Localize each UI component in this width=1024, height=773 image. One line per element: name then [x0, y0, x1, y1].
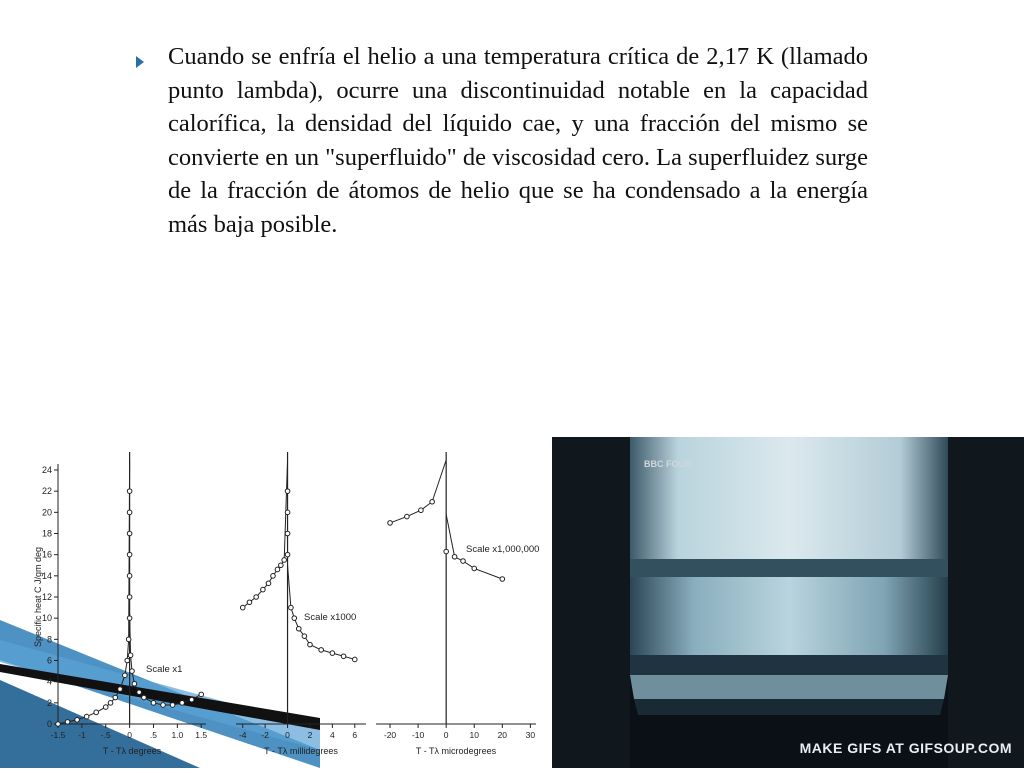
watermark-caption: MAKE GIFS AT GIFSOUP.COM: [799, 740, 1012, 756]
data-point: [352, 657, 357, 662]
y-tick-label: 18: [41, 528, 52, 539]
x-axis-label: T - Tλ degrees: [102, 746, 162, 756]
data-point: [302, 634, 307, 639]
curve-left: [390, 460, 446, 523]
data-point: [266, 581, 271, 586]
y-axis-label: Specific heat C J/gm deg: [33, 546, 43, 648]
data-point: [127, 574, 132, 579]
data-point: [94, 710, 99, 715]
data-point: [126, 637, 131, 642]
y-tick-label: 12: [41, 592, 52, 602]
helium-container-photo: [552, 437, 1024, 768]
x-tick-label: .5: [149, 730, 158, 740]
data-point: [330, 651, 335, 656]
data-point: [388, 521, 393, 526]
data-point: [108, 701, 113, 706]
y-tick-label: 24: [41, 465, 52, 475]
data-point: [127, 552, 132, 557]
scale-annotation: Scale x1000: [304, 612, 357, 623]
y-tick-label: 2: [46, 697, 52, 708]
data-point: [296, 626, 301, 631]
y-tick-label: 4: [46, 676, 52, 687]
y-tick-label: 6: [46, 655, 52, 666]
data-point: [319, 648, 324, 653]
data-point: [247, 600, 252, 605]
triangle-bullet-icon: [136, 56, 144, 68]
x-tick-label: -1.5: [50, 730, 66, 740]
x-tick-label: -4: [238, 730, 247, 740]
y-tick-label: 8: [46, 634, 52, 645]
x-axis-label: T - Tλ microdegrees: [415, 746, 497, 756]
curve-left: [58, 460, 130, 724]
x-tick-label: 2: [307, 730, 313, 740]
data-point: [254, 595, 259, 600]
data-point: [118, 687, 123, 692]
data-point: [84, 714, 89, 719]
y-tick-label: 16: [41, 549, 52, 560]
data-point: [444, 549, 449, 554]
data-point: [137, 690, 142, 695]
data-point: [430, 499, 435, 504]
data-point: [65, 720, 70, 725]
data-point: [127, 510, 132, 515]
x-tick-label: 4: [330, 730, 335, 740]
x-tick-label: -.5: [100, 730, 111, 740]
data-point: [500, 577, 505, 582]
y-tick-label: 10: [41, 613, 52, 624]
data-point: [199, 692, 204, 697]
data-point: [125, 658, 130, 663]
data-point: [127, 595, 132, 600]
data-point: [170, 703, 175, 708]
y-tick-label: 22: [41, 486, 52, 497]
data-point: [56, 722, 61, 727]
bullet-text: Cuando se enfría el helio a una temperatura crítica de 2,17 K (llamado punto lambda), ocurre una discontinuidad notable en la capacidad calorífica, la densidad del líquido cae, y una fracción del mismo se convierte en un "superfluido" de viscosidad cero. La superfluidez surge de la fracción de átomos de helio que se ha condensado a la energía más baja posible.: [168, 43, 868, 238]
y-tick-label: 20: [41, 507, 52, 518]
x-tick-label: 0: [285, 730, 290, 740]
data-point: [285, 510, 290, 515]
data-point: [341, 654, 346, 659]
x-tick-label: 10: [469, 730, 479, 740]
curve-left: [243, 460, 288, 608]
data-point: [75, 717, 80, 722]
data-point: [282, 558, 287, 563]
data-point: [279, 563, 284, 568]
x-tick-label: -10: [411, 730, 425, 740]
data-point: [113, 695, 118, 700]
x-tick-label: 1.0: [171, 730, 184, 740]
data-point: [289, 605, 294, 610]
x-tick-label: 6: [352, 730, 358, 740]
y-tick-label: 14: [41, 570, 52, 581]
data-point: [472, 566, 477, 571]
x-tick-label: 1.5: [195, 730, 208, 740]
data-point: [189, 697, 194, 702]
data-point: [142, 695, 147, 700]
data-point: [285, 489, 290, 494]
broadcaster-logo: BBC FOUR: [644, 459, 692, 469]
data-point: [127, 489, 132, 494]
data-point: [308, 642, 313, 647]
x-tick-label: -20: [383, 730, 397, 740]
data-point: [275, 567, 280, 572]
x-tick-label: 30: [525, 730, 536, 740]
x-tick-label: -1: [78, 730, 86, 740]
data-point: [180, 701, 185, 706]
specific-heat-chart: [33, 448, 556, 768]
bullet-paragraph: [136, 40, 868, 241]
x-tick-label: 0: [443, 730, 449, 740]
x-tick-label: -2: [261, 730, 269, 740]
x-tick-label: 0: [127, 730, 132, 740]
data-point: [419, 508, 424, 513]
data-point: [151, 701, 156, 706]
data-point: [271, 574, 276, 579]
superfluid-helium-video-still: [552, 437, 1024, 768]
data-point: [161, 703, 166, 708]
data-point: [127, 531, 132, 536]
data-point: [452, 554, 457, 559]
x-axis-label: T - Tλ millidegrees: [264, 746, 338, 756]
data-point: [127, 616, 132, 621]
data-point: [285, 531, 290, 536]
scale-annotation: Scale x1,000,000: [466, 544, 540, 555]
data-point: [128, 653, 133, 658]
data-point: [132, 681, 137, 686]
data-point: [240, 605, 245, 610]
data-point: [261, 587, 266, 592]
data-point: [285, 552, 290, 557]
data-point: [123, 673, 128, 678]
data-point: [103, 705, 108, 710]
data-point: [461, 559, 466, 564]
scale-annotation: Scale x1: [146, 664, 183, 675]
y-tick-label: 0: [46, 719, 52, 729]
data-point: [130, 669, 135, 674]
data-point: [405, 514, 410, 519]
x-tick-label: 20: [497, 730, 508, 740]
data-point: [292, 616, 297, 621]
